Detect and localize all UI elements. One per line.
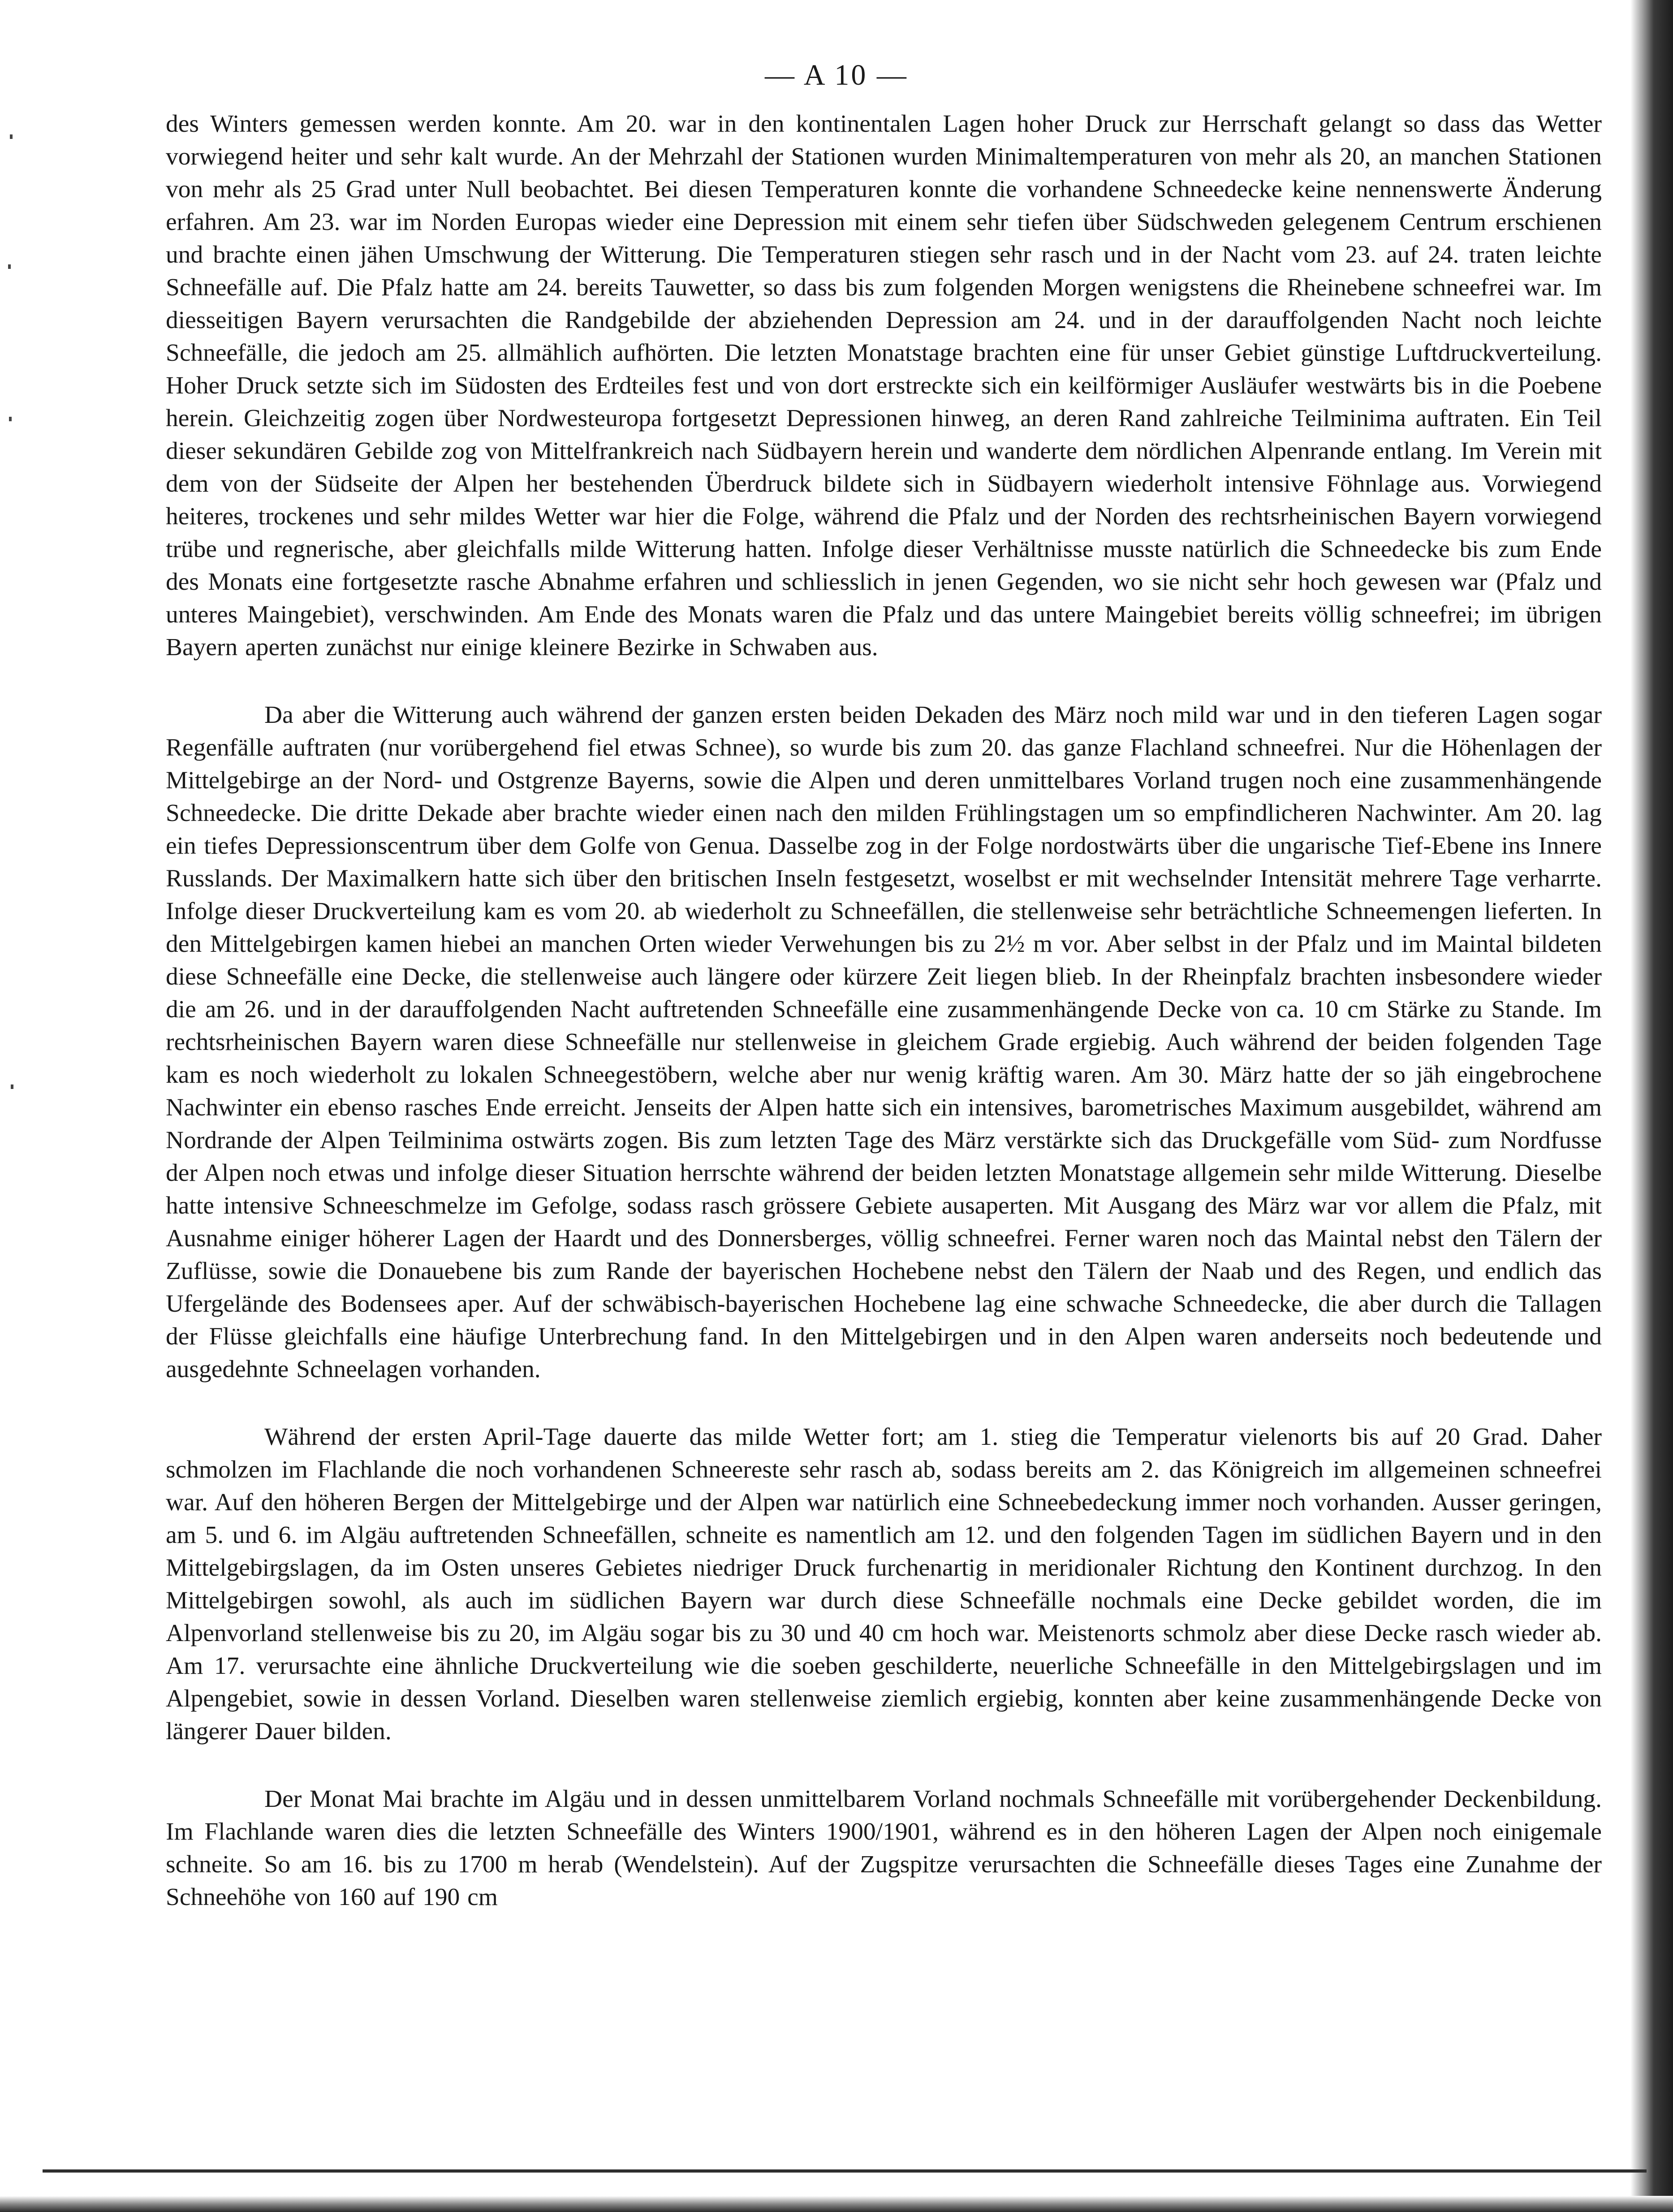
paragraph-february: des Winters gemessen werden konnte. Am 20. war in den kontinentalen Lagen hoher Druck zur Herrschaft gelangt so dass das Wetter vorwiegend heiter und sehr kalt wurde. An der Mehrzahl der Stationen wurden Minimaltemperaturen von mehr als 20, an manchen Stationen von mehr als 25 Grad unter Null beobachtet. Bei diesen Temperaturen konnte die vorhandene Schneedecke keine nennenswerte Änderung erfahren. Am 23. war im Norden Europas wieder eine Depression mit einem sehr tiefen über Südschweden gelegenem Centrum erschienen und brachte einen jähen Umschwung der Witterung. Die Temperaturen stiegen sehr rasch und in der Nacht vom 23. auf 24. traten leichte Schneefälle auf. Die Pfalz hatte am 24. bereits Tauwetter, so dass bis zum folgenden Morgen wenigstens die Rheinebene schneefrei war. Im diesseitigen Bayern verursachten die Randgebilde der abziehenden Depression am 24. und in der darauffolgenden Nacht noch leichte Schneefälle, die jedoch am 25. allmählich aufhörten. Die letzten Monatstage brachten eine für unser Gebiet günstige Luftdruckverteilung. Hoher Druck setzte sich im Südosten des Erdteiles fest und von dort erstreckte sich ein keilförmiger Ausläufer westwärts bis in die Poebene herein. Gleichzeitig zogen über Nordwesteuropa fortgesetzt Depressionen hinweg, an deren Rand zahlreiche Teilminima auftraten. Ein Teil dieser sekundären Gebilde zog von Mittelfrankreich nach Südbayern herein und wanderte dem nördlichen Alpenrande entlang. Im Verein mit dem von der Südseite der Alpen her bestehenden Überdruck bildete sich in Südbayern wiederholt intensive Föhnlage aus. Vorwiegend heiteres, trockenes und sehr mildes Wetter war hier die Folge, während die Pfalz und der Norden des rechtsrheinischen Bayern vorwiegend trübe und regnerische, aber gleichfalls milde Witterung hatten. Infolge dieser Verhältnisse musste natürlich die Schneedecke bis zum Ende des Monats eine fortgesetzte rasche Abnahme erfahren und schliesslich in jenen Gegenden, wo sie nicht sehr hoch gewesen war (Pfalz und unteres Maingebiet), verschwinden. Am Ende des Monats waren die Pfalz und das untere Maingebiet bereits völlig schneefrei; im übrigen Bayern aperten zunächst nur einige kleinere Bezirke in Schwaben aus.	[166, 110, 1602, 661]
scan-speck	[10, 134, 13, 139]
paragraph-april: Während der ersten April-Tage dauerte das milde Wetter fort; am 1. stieg die Temperatur vielenorts bis auf 20 Grad. Daher schmolzen im Flachlande die noch vorhandenen Schneereste sehr rasch ab, sodass bereits am 2. das Königreich im allgemeinen schneefrei war. Auf den höheren Bergen der Mittelgebirge und der Alpen war natürlich eine Schneebedeckung immer noch vorhanden. Ausser geringen, am 5. und 6. im Algäu auftretenden Schneefällen, schneite es namentlich am 12. und den folgenden Tagen im südlichen Bayern und in den Mittelgebirgslagen, da im Osten unseres Gebietes niedriger Druck furchenartig in meridionaler Richtung den Kontinent durchzog. In den Mittelgebirgen sowohl, als auch im südlichen Bayern war durch diese Schneefälle nochmals eine Decke gebildet worden, die im Alpenvorland stellenweise bis zu 20, im Algäu sogar bis zu 30 und 40 cm hoch war. Meistenorts schmolz aber diese Decke rasch wieder ab. Am 17. verursachte eine ähnliche Druckverteilung wie die soeben geschilderte, neuerliche Schneefälle in den Mittelgebirgslagen und im Alpengebiet, sowie in dessen Vorland. Dieselben waren stellenweise ziemlich ergiebig, konnten aber keine zusammenhängende Decke von längerer Dauer bilden.	[166, 1423, 1602, 1745]
scan-edge-bottom	[0, 2196, 1673, 2212]
scan-speck	[9, 417, 12, 421]
text-body	[166, 108, 1602, 1914]
scan-speck	[8, 264, 11, 269]
paragraph-may: Der Monat Mai brachte im Algäu und in dessen unmittelbarem Vorland nochmals Schneefälle mit vorübergehender Deckenbildung. Im Flachlande waren dies die letzten Schneefälle des Winters 1900/1901, während es in den höheren Lagen der Alpen noch einigemale schneite. So am 16. bis zu 1700 m herab (Wendelstein). Auf der Zugspitze verursachten die Schneefälle dieses Tages eine Zunahme der Schneehöhe von 160 auf 190 cm	[166, 1785, 1602, 1911]
page-number: — A 10 —	[765, 59, 908, 91]
paragraph-march: Da aber die Witterung auch während der ganzen ersten beiden Dekaden des März noch mild war und in den tieferen Lagen sogar Regenfälle auftraten (nur vorübergehend fiel etwas Schnee), so wurde bis zum 20. das ganze Flachland schneefrei. Nur die Höhenlagen der Mittelgebirge an der Nord- und Ostgrenze Bayerns, sowie die Alpen und deren unmittelbares Vorland trugen noch eine zusammenhängende Schneedecke. Die dritte Dekade aber brachte wieder einen nach den milden Frühlingstagen um so empfindlicheren Nachwinter. Am 20. lag ein tiefes Depressionscentrum über dem Golfe von Genua. Dasselbe zog in der Folge nordostwärts über die ungarische Tief-Ebene ins Innere Russlands. Der Maximalkern hatte sich über den britischen Inseln festgesetzt, woselbst er mit wechselnder Intensität mehrere Tage verharrte. Infolge dieser Druckverteilung kam es vom 20. ab wiederholt zu Schneefällen, die stellenweise sehr beträchtliche Schneemengen lieferten. In den Mittelgebirgen kamen hiebei an manchen Orten wieder Verwehungen bis zu 2½ m vor. Aber selbst in der Pfalz und im Maintal bildeten diese Schneefälle eine Decke, die stellenweise auch längere oder kürzere Zeit liegen blieb. In der Rheinpfalz brachten insbesondere wieder die am 26. und in der darauffolgenden Nacht auftretenden Schneefälle eine zusammenhängende Decke von ca. 10 cm Stärke zu Stande. Im rechtsrheinischen Bayern waren diese Schneefälle nur stellenweise in gleichem Grade ergiebig. Auch während der beiden folgenden Tage kam es noch wiederholt zu lokalen Schneegestöbern, welche aber nur wenig kräftig waren. Am 30. März hatte der so jäh eingebrochene Nachwinter ein ebenso rasches Ende erreicht. Jenseits der Alpen hatte sich ein intensives, barometrisches Maximum ausgebildet, während am Nordrande der Alpen Teilminima ostwärts zogen. Bis zum letzten Tage des März verstärkte sich das Druckgefälle vom Süd- zum Nordfusse der Alpen noch etwas und infolge dieser Situation herrschte während der beiden letzten Monatstage allgemein sehr milde Witterung. Dieselbe hatte intensive Schneeschmelze im Gefolge, sodass rasch grössere Gebiete ausaperten. Mit Ausgang des März war vor allem die Pfalz, mit Ausnahme einiger höherer Lagen der Haardt und des Donnersberges, völlig schneefrei. Ferner waren noch das Maintal nebst den Tälern der Zuflüsse, sowie die Donauebene bis zum Rande der bayerischen Hochebene nebst den Tälern der Naab und des Regen, und endlich das Ufergelände des Bodensees aper. Auf der schwäbisch-bayerischen Hochebene lag eine schwache Schneedecke, die aber durch die Tallagen der Flüsse gleichfalls eine häufige Unterbrechung fand. In den Mittelgebirgen und in den Alpen waren anderseits noch bedeutende und ausgedehnte Schneelagen vorhanden.	[166, 701, 1602, 1383]
scan-speck	[11, 1084, 13, 1089]
scan-bottom-line	[43, 2169, 1647, 2173]
scan-edge-right	[1630, 0, 1673, 2212]
